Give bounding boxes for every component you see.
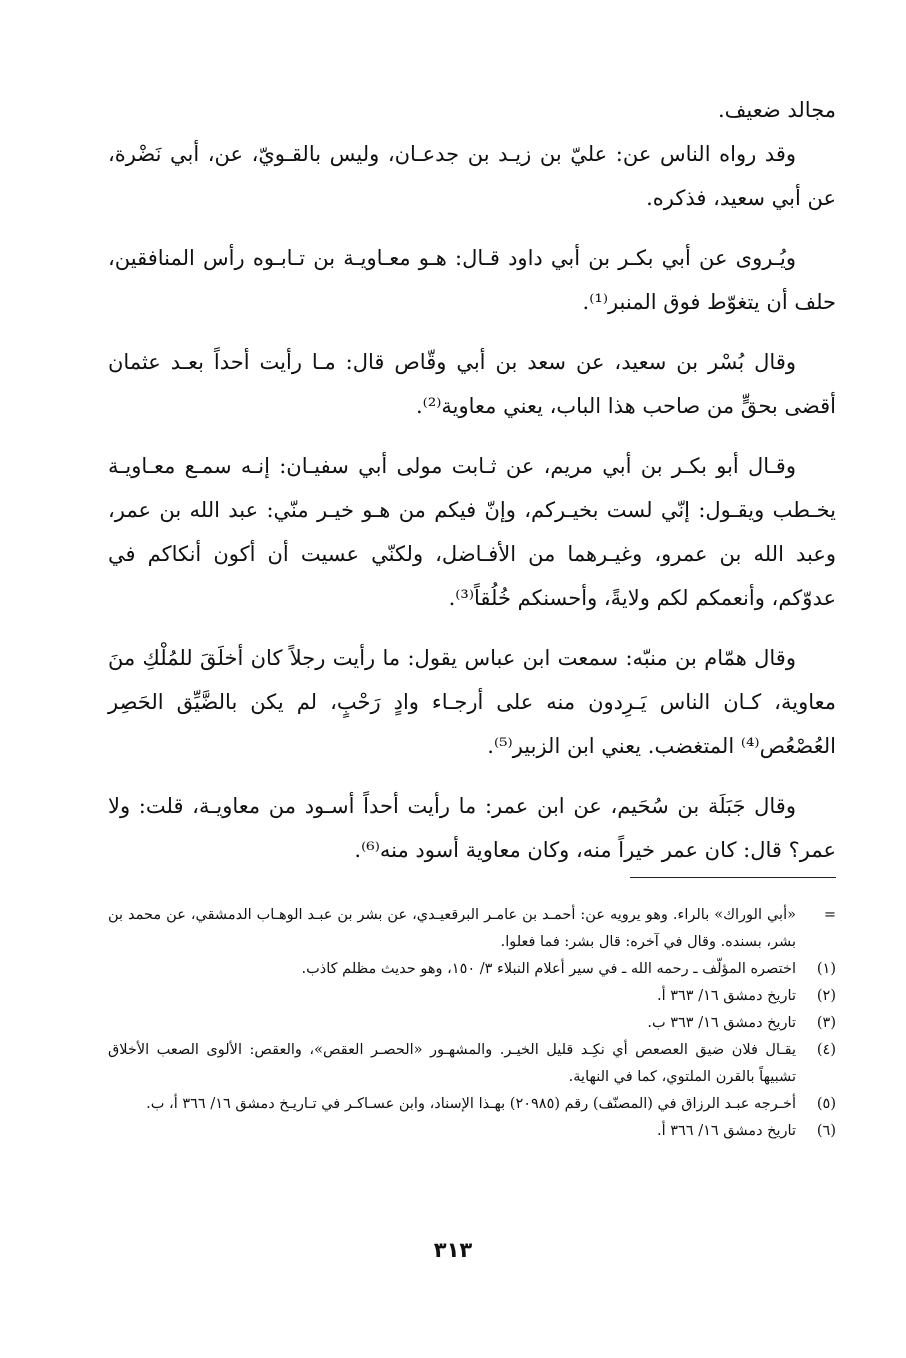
footnote-number: (٤) xyxy=(816,1042,836,1058)
paragraph-1: وقد رواه الناس عن: عليّ بن زيـد بن جدعـان، وليس بالقـويّ، عن، أبي نَضْرة، عن أبي سعيد، فذكره. xyxy=(108,142,836,210)
paragraph-2: ويُـروى عن أبي بكـر بن أبي داود قـال: هـو معـاويـة بن تـابـوه رأس المنافقين، حلف أن يتغوّط فوق المنبر⁽¹⁾. xyxy=(108,246,836,314)
paragraph-6: وقال جَبَلَة بن سُحَيم، عن ابن عمر: ما رأيت أحداً أسـود من معاويـة، قلت: ولا عمر؟ قال: كان عمر خيراً منه، وكان معاوية أسود منه⁽⁶⁾. xyxy=(108,794,836,862)
paragraph-5: وقال همّام بن منبّه: سمعت ابن عباس يقول: ما رأيت رجلاً كان أخلَقَ للمُلْكِ منَ معاوية، كـان الناس يَـرِدون منه على أرجـاء وادٍ رَحْبٍ، لم يكن بالضَّيِّق الحَصِر العُصْعُص⁽⁴⁾ المتغضب. يعني ابن الزبير⁽⁵⁾. xyxy=(108,646,836,758)
footnote-text: «أبي الوراك» بالراء. وهو يرويه عن: أحمـد بن عامـر البرقعيـدي، عن بشر بن عبـد الوهـاب الدمشقي، عن محمد بن بشر، بسنده. وقال في آخره: قال بشر: فما فعلوا. xyxy=(108,907,796,950)
page-number: ٣١٣ xyxy=(433,1238,473,1262)
footnote-text: أخـرجه عبـد الرزاق في (المصنّف) رقم (٢٠٩٨٥) بهـذا الإسناد، وابن عسـاكـر في تـاريـخ دمشق ١٦/ ٣٦٦ أ، ب. xyxy=(146,1096,796,1112)
paragraph-3: وقال بُسْر بن سعيد، عن سعد بن أبي وقّاص قال: مـا رأيت أحداً بعـد عثمان أقضى بحقٍّ من صاحب هذا الباب، يعني معاوية⁽²⁾. xyxy=(108,350,836,418)
footnotes xyxy=(108,902,836,1145)
footnote-item xyxy=(108,1091,836,1118)
footnote-text: يقـال فلان ضيق العصعص أي نكِـد قليل الخيـر. والمشهـور «الحصـر العقص»، والعقص: الألوى الصعب الأخلاق تشبيهاً بالقرن الملتوي، كما في النهاية. xyxy=(108,1042,796,1085)
footnote-number: (١) xyxy=(816,961,836,977)
footnote-text: تاريخ دمشق ١٦/ ٣٦٦ أ. xyxy=(656,1123,796,1139)
footnote-number: (٣) xyxy=(816,1015,836,1031)
footnote-number: = xyxy=(823,907,836,923)
footnote-number: (٢) xyxy=(816,988,836,1004)
footnote-text: اختصره المؤلّف ـ رحمه الله ـ في سير أعلام النبلاء ٣/ ١٥٠، وهو حديث مظلم كاذب. xyxy=(301,961,796,977)
main-text xyxy=(108,88,836,888)
footnote-item xyxy=(108,1037,836,1091)
footnote-item xyxy=(108,1010,836,1037)
paragraph-4: وقـال أبو بكـر بن أبي مريم، عن ثـابت مولى أبي سفيـان: إنـه سمـع معـاويـة يخـطب ويقـول: إنّي لست بخيـركم، وإنّ فيكم من هـو خيـر منّي: عبد الله بن عمر، وعبد الله بن عمرو، وغيـرهما من الأفـاضل، ولكنّي عسيت أن أكون أنكاكم في عدوّكم، وأنعمكم لكم ولايةً، وأحسنكم خُلُقاً⁽³⁾. xyxy=(108,454,836,610)
footnote-item xyxy=(108,902,836,956)
footnote-number: (٦) xyxy=(816,1123,836,1139)
footnote-item xyxy=(108,956,836,983)
footnote-item xyxy=(108,1118,836,1145)
paragraph-0: مجالد ضعيف. xyxy=(717,98,836,122)
footnote-text: تاريخ دمشق ١٦/ ٣٦٣ ب. xyxy=(647,1015,796,1031)
footnote-text: تاريخ دمشق ١٦/ ٣٦٣ أ. xyxy=(656,988,796,1004)
footnote-item xyxy=(108,983,836,1010)
footnote-number: (٥) xyxy=(816,1096,836,1112)
footnote-separator xyxy=(630,877,836,878)
